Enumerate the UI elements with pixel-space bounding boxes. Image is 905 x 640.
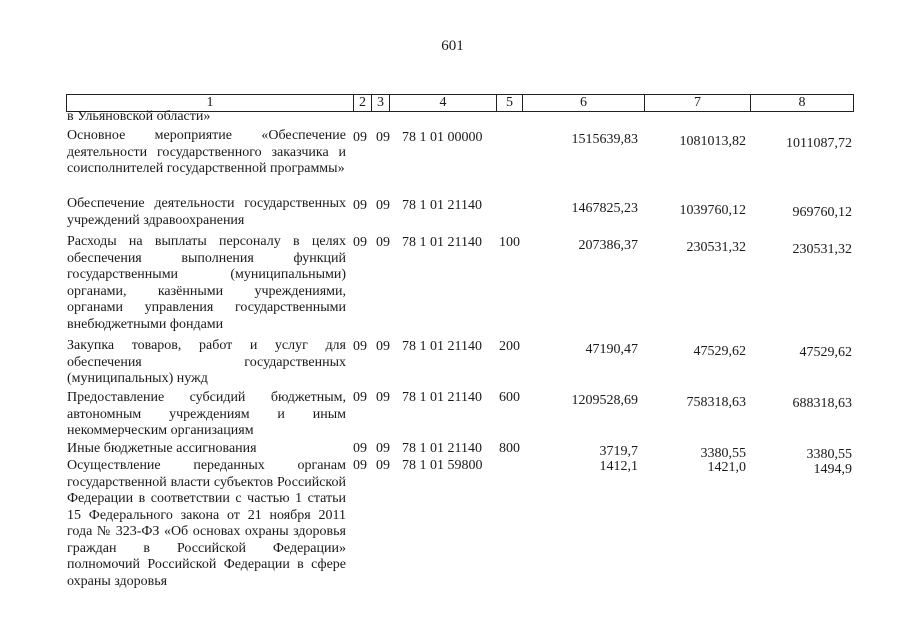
row-3-target-article: 78 1 01 21140 (402, 235, 482, 250)
row-2-value-col8: 969760,12 (792, 205, 852, 220)
row-5-subsection: 09 (376, 390, 390, 405)
row-1-subsection: 09 (376, 130, 390, 145)
column-header-2: 2 (353, 95, 371, 111)
row-5-expense-type: 600 (499, 390, 520, 405)
row-4-target-article: 78 1 01 21140 (402, 339, 482, 354)
row-7-target-article: 78 1 01 59800 (402, 458, 483, 473)
row-3-description: Расходы на выплаты персоналу в целях обеспечения выполнения функций государственными (муниципальными) органами, казёнными учреждениями, органами управления государственными внебюджетными фондами (67, 234, 346, 332)
row-4-value-col7: 47529,62 (693, 344, 746, 359)
column-header-3: 3 (371, 95, 389, 111)
row-4-section: 09 (353, 339, 367, 354)
row-1-section: 09 (353, 130, 367, 145)
row-3-value-col8: 230531,32 (792, 242, 852, 257)
row-1-value-col6: 1515639,83 (571, 132, 638, 147)
row-7-value-col7: 1421,0 (707, 460, 746, 475)
page-number: 601 (441, 38, 464, 54)
column-header-5: 5 (496, 95, 522, 111)
row-1-value-col7: 1081013,82 (679, 134, 746, 149)
row-4-value-col6: 47190,47 (585, 342, 638, 357)
row-6-target-article: 78 1 01 21140 (402, 441, 482, 456)
row-6-description: Иные бюджетные ассигнования (67, 441, 257, 456)
row-2-value-col7: 1039760,12 (679, 203, 746, 218)
row-5-value-col6: 1209528,69 (571, 393, 638, 408)
row-1-target-article: 78 1 01 00000 (402, 130, 483, 145)
row-4-description: Закупка товаров, работ и услуг для обеспечения государственных (муниципальных) нужд (67, 338, 346, 386)
row-3-subsection: 09 (376, 235, 390, 250)
row-3-section: 09 (353, 235, 367, 250)
row-2-description: Обеспечение деятельности государственных учреждений здравоохранения (67, 196, 346, 228)
row-5-description: Предоставление субсидий бюджетным, автономным учреждениям и иным некоммерческим организациям (67, 390, 346, 438)
row-7-value-col6: 1412,1 (599, 459, 638, 474)
row-3-value-col6: 207386,37 (578, 238, 638, 253)
row-3-value-col7: 230531,32 (686, 240, 746, 255)
row-6-expense-type: 800 (499, 441, 520, 456)
column-header-1: 1 (206, 95, 214, 110)
column-header-7: 7 (644, 95, 750, 111)
row-4-value-col8: 47529,62 (799, 345, 852, 360)
row-2-value-col6: 1467825,23 (571, 201, 638, 216)
row-4-subsection: 09 (376, 339, 390, 354)
row-7-value-col8: 1494,9 (813, 462, 852, 477)
column-header-6: 6 (522, 95, 644, 111)
row-6-subsection: 09 (376, 441, 390, 456)
row-5-value-col8: 688318,63 (792, 396, 852, 411)
column-header-8: 8 (750, 95, 853, 111)
row-5-target-article: 78 1 01 21140 (402, 390, 482, 405)
row-6-value-col6: 3719,7 (599, 444, 638, 459)
row-7-section: 09 (353, 458, 367, 473)
row-6-value-col8: 3380,55 (806, 447, 852, 462)
row-1-value-col8: 1011087,72 (786, 136, 852, 151)
row-7-subsection: 09 (376, 458, 390, 473)
row-1-description: Основное мероприятие «Обеспечение деятельности государственного заказчика и соисполнителей государственной программы» (67, 128, 346, 176)
column-header-4: 4 (389, 95, 496, 111)
row-3-expense-type: 100 (499, 235, 520, 250)
row-5-value-col7: 758318,63 (686, 395, 746, 410)
row-2-target-article: 78 1 01 21140 (402, 198, 482, 213)
row-6-value-col7: 3380,55 (700, 446, 746, 461)
row-2-subsection: 09 (376, 198, 390, 213)
row-7-description: Осуществление переданных органам государственной власти субъектов Российской Федерации в соответствии с частью 1 статьи 15 Федерального закона от 21 ноября 2011 года № 323-ФЗ «Об основах охраны здоровья граждан в Российской Федерации» полномочий Российской Федерации в сфере охраны здоровья (67, 458, 346, 589)
row-6-section: 09 (353, 441, 367, 456)
row-2-section: 09 (353, 198, 367, 213)
row-5-section: 09 (353, 390, 367, 405)
row-0-description: в Ульяновской области» (67, 109, 211, 124)
row-4-expense-type: 200 (499, 339, 520, 354)
